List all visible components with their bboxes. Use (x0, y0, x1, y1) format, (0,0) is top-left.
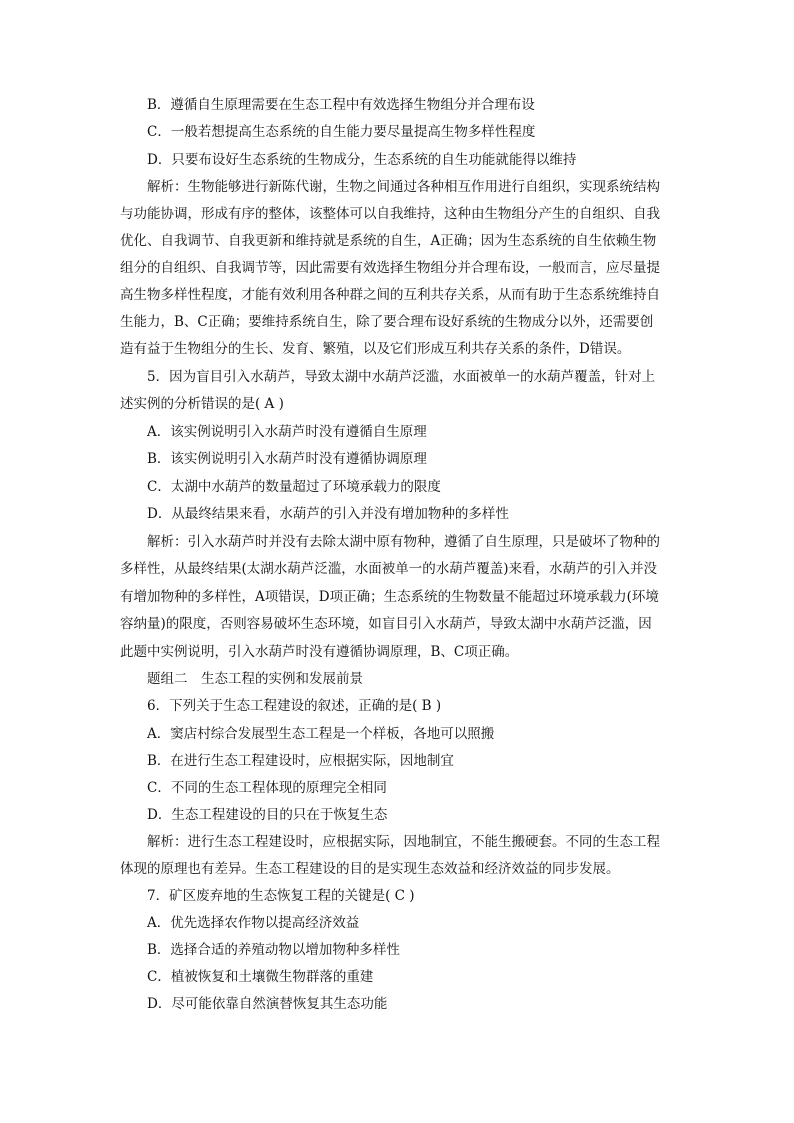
q4-option-b: B．遵循自生原理需要在生态工程中有效选择生物组分并合理布设 (147, 97, 535, 113)
q4-analysis-line: 优化、自我调节、自我更新和维持就是系统的自生，A正确；因为生态系统的自生依赖生物 (120, 233, 657, 249)
q4-option-c: C．一般若想提高生态系统的自生能力要尽量提高生物多样性程度 (147, 124, 536, 140)
q7-option-b: B．选择合适的养殖动物以增加物种多样性 (147, 942, 400, 958)
q5-analysis-line: 解析：引入水葫芦时并没有去除太湖中原有物种，遵循了自生原理，只是破坏了物种的 (147, 534, 660, 550)
q7-option-a: A．优先选择农作物以提高经济效益 (147, 915, 360, 931)
q6-analysis-line: 体现的原理也有差异。生态工程建设的目的是实现生态效益和经济效益的同步发展。 (120, 861, 620, 877)
q5-stem-line: 述实例的分析错误的是( A ) (120, 396, 284, 412)
q6-stem-line: 6．下列关于生态工程建设的叙述，正确的是( B ) (147, 698, 442, 714)
q5-option-b: B．该实例说明引入水葫芦时没有遵循协调原理 (147, 451, 427, 467)
q4-option-d: D．只要布设好生态系统的生物成分，生态系统的自生功能就能得以维持 (147, 152, 577, 168)
q5-analysis-line: 此题中实例说明，引入水葫芦时没有遵循协调原理，B、C项正确。 (120, 644, 519, 660)
q5-analysis-line: 有增加物种的多样性，A项错误，D项正确；生态系统的生物数量不能超过环境承载力(环境 (120, 589, 659, 605)
q5-option-c: C．太湖中水葫芦的数量超过了环境承载力的限度 (147, 479, 441, 495)
q5-analysis-line: 容纳量)的限度，否则容易破坏生态环境，如盲目引入水葫芦，导致太湖中水葫芦泛滥，因 (120, 616, 652, 632)
q7-option-d: D．尽可能依靠自然演替恢复其生态功能 (147, 996, 388, 1012)
q6-analysis-line: 解析：进行生态工程建设时，应根据实际，因地制宜，不能生搬硬套。不同的生态工程 (147, 834, 660, 850)
q7-stem-line: 7．矿区废弃地的生态恢复工程的关键是( C ) (147, 888, 415, 904)
q6-option-c: C．不同的生态工程体现的原理完全相同 (147, 780, 387, 796)
q4-analysis-line: 与功能协调，形成有序的整体，该整体可以自我维持，这种由生物组分产生的自组织、自我 (120, 206, 660, 222)
q5-analysis-line: 多样性，从最终结果(太湖水葫芦泛滥，水面被单一的水葫芦覆盖)来看，水葫芦的引入并没 (120, 561, 658, 577)
q4-analysis-line: 生能力，B、C正确；要维持系统自生，除了要合理布设好系统的生物成分以外，还需要创 (120, 314, 654, 330)
q5-option-a: A．该实例说明引入水葫芦时没有遵循自生原理 (147, 424, 427, 440)
q6-option-a: A．窦店村综合发展型生态工程是一个样板，各地可以照搬 (147, 726, 495, 742)
q5-option-d: D．从最终结果来看，水葫芦的引入并没有增加物种的多样性 (147, 506, 509, 522)
q4-analysis-line: 造有益于生物组分的生长、发育、繁殖，以及它们形成互利共存关系的条件，D错误。 (120, 341, 631, 357)
q4-analysis-line: 解析：生物能够进行新陈代谢，生物之间通过各种相互作用进行自组织，实现系统结构 (147, 179, 660, 195)
section-heading: 题组二 生态工程的实例和发展前景 (147, 671, 363, 687)
q4-analysis-line: 高生物多样性程度，才能有效利用各种群之间的互利共存关系，从而有助于生态系统维持自 (120, 287, 660, 303)
q6-option-b: B．在进行生态工程建设时，应根据实际，因地制宜 (147, 753, 454, 769)
q5-stem-line: 5．因为盲目引入水葫芦，导致太湖中水葫芦泛滥，水面被单一的水葫芦覆盖，针对上 (147, 369, 656, 385)
q4-analysis-line: 组分的自组织、自我调节等，因此需要有效选择生物组分并合理布设，一般而言，应尽量提 (120, 260, 660, 276)
q7-option-c: C．植被恢复和土壤微生物群落的重建 (147, 969, 374, 985)
q6-option-d: D．生态工程建设的目的只在于恢复生态 (147, 807, 388, 823)
